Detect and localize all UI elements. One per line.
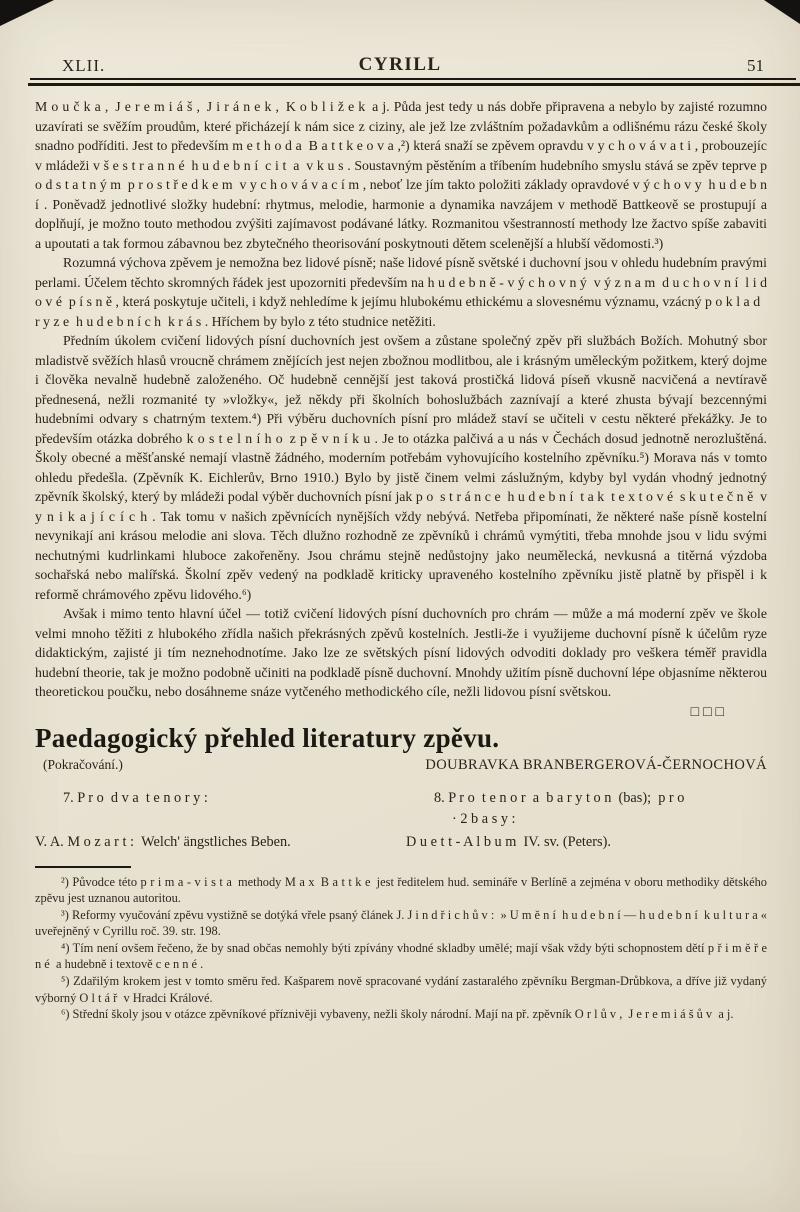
paragraph: Avšak i mimo tento hlavní účel — totiž cvičení lidových písní duchovních pro chrám — může a má moderní zpěv ve škole velmi mnoho těžiti z hlubokého zřídla našich překrásných zpěvů kostelních. Jestli-že i využijeme duchovní písně k účelům ryze didaktickým, zajisté ji tím neznehodnotíme. Jako lze ze světských písní lidových odvoditi doklady pro veškera téměř pravidla hudební theorie, tak je možno podobně učiniti na podkladě písně duchovní. Mnohdy užitím písně duchovní lépe objasníme některou theoretickou poučku, nebo dosáhneme snáze vytčeného methodického cíle, nežli lidovou písní světskou. [35, 606, 767, 699]
article-end-mark: □□□ [690, 704, 728, 720]
list-item-subheading: · 2 b a s y : [452, 810, 516, 827]
list-item-heading: 7. P r o d v a t e n o r y : [63, 789, 208, 806]
song-list [35, 788, 767, 853]
section-paedagogicky-prehled [35, 723, 767, 853]
footnote: ⁶) Střední školy jsou v otázce zpěvníkové příznivěji vybaveny, nežli školy národní. Mají na př. zpěvník O r l ů v , J e r e m i á š ů v a j. [61, 1007, 734, 1022]
footnotes [35, 874, 767, 1023]
continuation-note: (Pokračování.) [43, 756, 123, 772]
footnote: ³) Reformy vyučování zpěvu vystižně se dotýká vřele psaný článek J. J i n d ř i c h ů v : » U m ě n í h u d e b n í — h u d e b n í k u l t u r a « uveřejněný v Cyrillu roč. 39. str. 198. [35, 907, 767, 939]
volume-number: XLII. [62, 56, 106, 75]
list-item-entry: V. A. M o z a r t : Welch' ängstliches Beben. [35, 833, 291, 850]
footnote: ²) Původce této p r i m a - v i s t a methody M a x B a t t k e jest ředitelem hud. semináře v Berlíně a zejména v oboru methodiky dětského zpěvu jest uznanou autoritou. [35, 874, 767, 906]
header-rule-thin [30, 78, 796, 80]
song-list-column-left [35, 788, 396, 853]
article-body [35, 97, 767, 702]
journal-title: CYRILL [358, 54, 442, 75]
footnote: ⁵) Zdařilým krokem jest v tomto směru řed. Kašparem nově spracované vydání zastaralého zpěvníku Bergman-Drůbkova, a dříve již vydaný výborný O l t á ř v Hradci Králové. [35, 974, 767, 1005]
footnote: ⁴) Tím není ovšem řečeno, že by snad občas nemohly býti zpívány vhodné skladby umělé; mají však vždy býti schopnostem dětí p ř i m ě ř e n é a hudebně i textově c e n n é . [35, 940, 767, 972]
section-title: Paedagogický přehled literatury zpěvu. [35, 722, 500, 753]
author-name: DOUBRAVKA BRANBERGEROVÁ-ČERNOCHOVÁ [425, 756, 767, 773]
page-header [0, 0, 800, 76]
byline-row [35, 757, 767, 774]
footnote-separator-rule [35, 866, 131, 868]
page-number: 51 [746, 56, 764, 75]
paragraph: Rozumná výchova zpěvem je nemožna bez lidové písně; naše lidové písně světské i duchovní jsou v ohledu hudebním pravými perlami. Účelem těchto skromných řádek jest upozorniti především na h u d e b n ě - v ý c h o v n ý v ý z n a m d u c h o v n í l i d o v é p í s n ě , která poskytuje učiteli, i když nehledíme k jejímu hlubokému ethickému a slovesnému významu, vzácný p o k l a d r y z e h u d e b n í c h k r á s . Hříchem by bylo z této studnice netěžiti. [35, 255, 767, 329]
list-item-heading: 8. P r o t e n o r a b a r y t o n (bas); p r o [434, 789, 685, 806]
song-list-column-right [396, 788, 767, 853]
list-item-entry: D u e t t - A l b u m IV. sv. (Peters). [406, 833, 611, 850]
paragraph: M o u č k a , J e r e m i á š , J i r á n e k , K o b l i ž e k a j. Půda jest tedy u nás dobře připravena a nebylo by zajisté rozumno uzavírati se svěžím proudům, které přicházejí k nám sice z ciziny, ale jež lze zvláštním požadavkům a odlišnému rázu české školy snadno podříditi. Jest to především m e t h o d a B a t t k e o v a ,²) která snaží se zpěvem opravdu v y c h o v á v a t i , probouzejíc v mládeži v š e s t r a n n é h u d e b n í c i t a v k u s . Soustavným pěstěním a tříbením hudebního smyslu stává se zpěv teprve p o d s t a t n ý m p r o s t ř e d k e m v y c h o v á v a c í m , neboť lze jím takto položiti základy opravdové v ý c h o v y h u d e b n í . Poněvadž jednotlivé složky hudební: rhytmus, melodie, harmonie a dynamika navzájem v methodě Battkeově se prostupují a doplňují, je možno touto methodou zvýšiti zajímavost podávané látky. Rozmanitou všestranností methody lze žactvo spíše zabaviti a upoutati a tak formou zábavnou bez zbytečného theorisování poskytnouti dětem scelenější a hlubší vědomosti.³) [35, 99, 767, 251]
header-rule-thick [28, 83, 800, 86]
paragraph: Předním úkolem cvičení lidových písní duchovních jest ovšem a zůstane společný zpěv při službách Božích. Mohutný sbor mladistvě svěžích hlasů vroucně chrámem znějících jest nejen zbožnou modlitbou, ale i krásným uměleckým požitkem, který dojme i člověka nevalně hudebně založeného. Oč hudebně cennější jest taková prostičká lidová píseň vkusně nacvičená a nevtíravě přednesená, nežli rozmanité ty »vložky«, jež někdy při školních bohoslužbách zaznívají a které zhusta bývají bezcennými hudebními odvary s chatrným textem.⁴) Při výběru duchovních písní pro mládež staví se učiteli v cestu některé překážky. Je to především otázka dobrého k o s t e l n í h o z p ě v n í k u . Je to otázka palčivá a u nás v Čechách dosud jednotně nerozluštěná. Školy obecné a měšťanské nemají vlastně žádného, moderním potřebám vyhovujícího kostelního zpěvníku.⁵) Morava nás v tomto ohledu předešla. (Zpěvník K. Eichlerův, Brno 1910.) Bylo by jistě činem velmi záslužným, kdyby byl vydán vhodný jednotný zpěvník školský, který by mládeži podal výběr duchovních písní jak p o s t r á n c e h u d e b n í t a k t e x t o v é s k u t e č n ě v y n i k a j í c í c h . Tak tomu v našich zpěvnících nynějších vždy nebývá. Netřeba připomínati, že některé naše písně kostelní nevynikají ani krásou melodie ani slova. Těch dlužno rozhodně ze zpěvníků i chrámů vymýtiti, třeba mnohde jsou v lidu svými nechutnými kudrlinkami hluboce zakořeněny. Jsou chrámu stejně nedůstojny jako neumělecká, nevkusná a titěrná výzdoba sochařská nebo malířská. Školní zpěv vedený na podkladě kriticky upraveného kostelního zpěvníku jistě platně by přispěl i k reformě chrámového zpěvu lidového.⁶) [35, 333, 767, 602]
